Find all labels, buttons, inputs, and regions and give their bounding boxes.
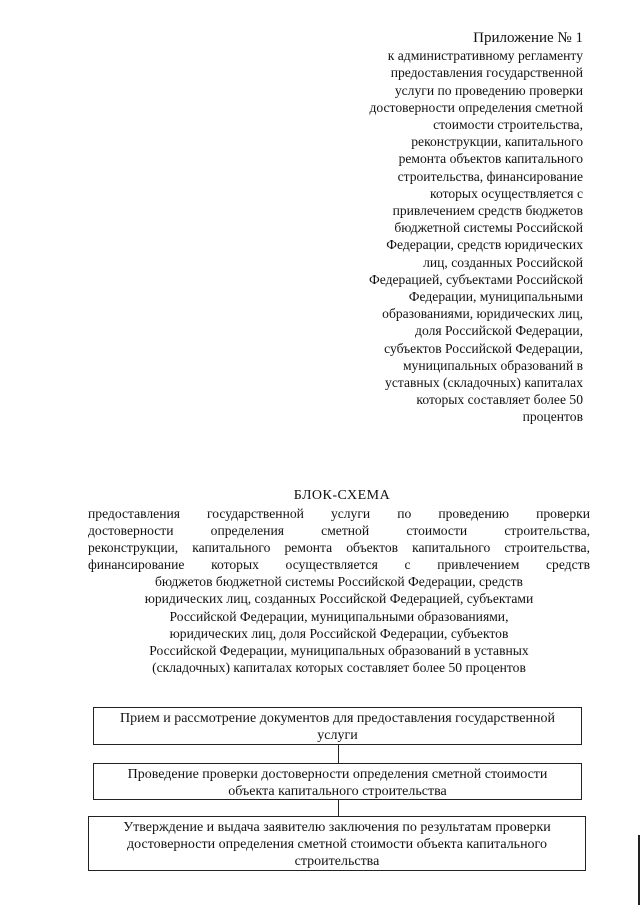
appendix-header	[343, 30, 583, 426]
appendix-line: предоставления государственной	[390, 65, 583, 81]
flow-step-text: услуги	[317, 728, 358, 743]
appendix-line: Федерацией, субъектами Российской	[369, 271, 583, 287]
appendix-line: процентов	[522, 409, 583, 425]
appendix-number: Приложение № 1	[473, 30, 583, 46]
appendix-line: привлечением средств бюджетов	[392, 203, 583, 219]
description-line: бюджетов бюджетной системы Российской Федерации, средств	[155, 574, 523, 590]
description-line: Российской Федерации, муниципальными образованиями,	[169, 608, 509, 624]
schema-description	[88, 505, 590, 676]
description-line: (складочных) капиталах которых составляет более 50 процентов	[152, 659, 526, 675]
description-line: юридических лиц, доля Российской Федерации, субъектов	[169, 625, 509, 641]
flow-connector	[338, 800, 339, 816]
flow-step-intake	[93, 707, 582, 745]
flow-step-text: объекта капитального строительства	[228, 784, 447, 799]
flow-step-text: строительства	[294, 854, 380, 869]
flow-step-text: Утверждение и выдача заявителю заключения по результатам проверки	[123, 820, 551, 835]
description-line: реконструкции, капитального ремонта объектов капитального строительства,	[88, 540, 590, 556]
appendix-line: которых составляет более 50	[416, 392, 583, 408]
flow-step-approval	[88, 816, 586, 871]
appendix-line: услуги по проведению проверки	[394, 82, 583, 98]
description-line: юридических лиц, созданных Российской Федерацией, субъектами	[144, 591, 534, 607]
appendix-line: уставных (складочных) капиталах	[385, 375, 583, 391]
description-line: предоставления государственной услуги по проведению проверки	[88, 506, 590, 521]
appendix-line: Федерации, муниципальными	[408, 289, 583, 305]
appendix-line: ремонта объектов капитального	[398, 151, 583, 167]
appendix-line: достоверности определения сметной	[369, 99, 583, 115]
appendix-line: муниципальных образований в	[402, 357, 583, 373]
flow-step-verification	[93, 763, 582, 800]
appendix-line: Федерации, средств юридических	[386, 237, 583, 253]
appendix-line: стоимости строительства,	[433, 117, 583, 133]
flow-step-text: Прием и рассмотрение документов для предоставления государственной	[120, 711, 555, 726]
flow-step-text: Проведение проверки достоверности определения сметной стоимости	[127, 767, 548, 782]
appendix-line: реконструкции, капитального	[411, 134, 583, 150]
flow-step-text: достоверности определения сметной стоимости объекта капитального	[127, 837, 547, 852]
appendix-line: субъектов Российской Федерации,	[384, 340, 583, 356]
description-line: Российской Федерации, муниципальных образований в уставных	[149, 642, 529, 658]
description-line: достоверности определения сметной стоимости строительства,	[88, 523, 590, 539]
appendix-line: строительства, финансирование	[397, 168, 583, 184]
appendix-line: лиц, созданных Российской	[423, 254, 583, 270]
appendix-line: образованиями, юридических лиц,	[382, 306, 583, 322]
appendix-line: к административному регламенту	[387, 48, 583, 64]
flow-connector	[338, 745, 339, 763]
appendix-line: которых осуществляется с	[430, 185, 583, 201]
appendix-line: доля Российской Федерации,	[415, 323, 583, 339]
description-line: финансирование которых осуществляется с привлечением средств	[88, 557, 590, 573]
schema-title: БЛОК-СХЕМА	[293, 488, 391, 503]
appendix-line: бюджетной системы Российской	[394, 220, 583, 236]
